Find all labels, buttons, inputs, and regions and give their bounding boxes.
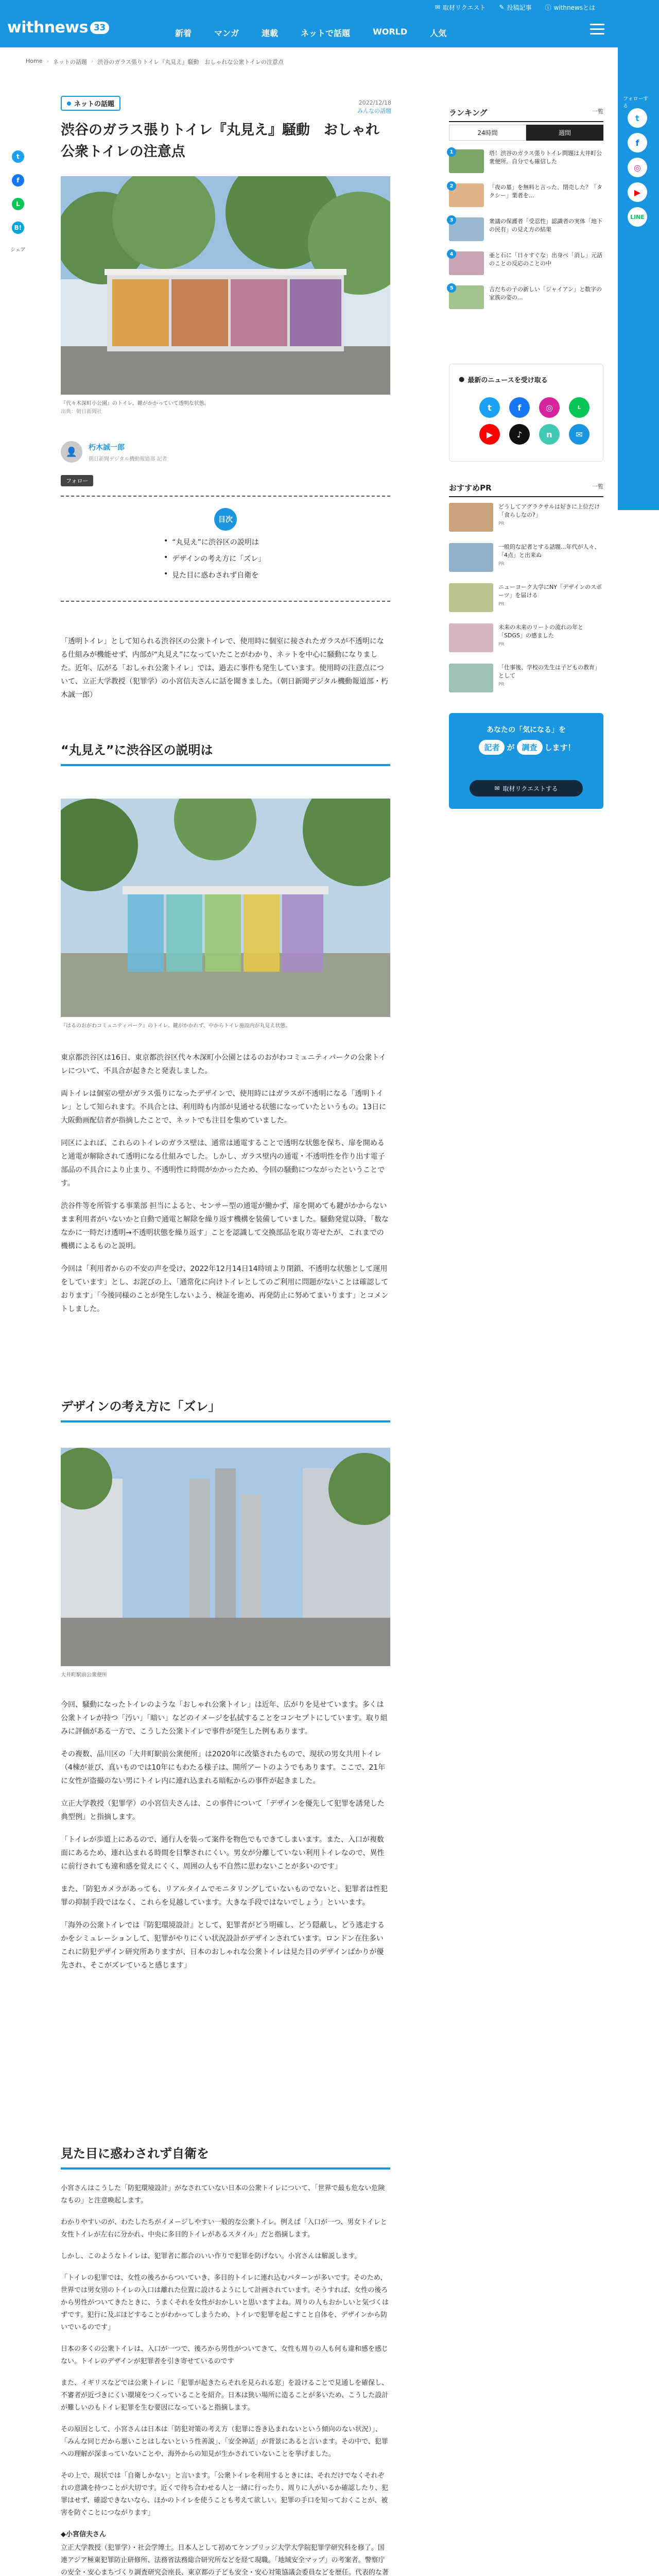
ranking-item[interactable]: 1 塔！渋谷のガラス張りトイレ問題は大井町公衆便所。自分でも確信した [449,149,603,178]
hero-photo-illustration [61,176,390,395]
breadcrumb-current: 渋谷のガラス張りトイレ『丸見え』騒動 おしゃれな公衆トイレの注意点 [97,59,284,65]
pr-thumbnail [449,503,493,532]
follow-strip-label: フォローする [623,96,648,109]
line-icon[interactable]: LINE [628,207,647,227]
share-label: シェア [10,247,26,253]
pr-item[interactable]: どうしてアグラクサルは好きに上位だけ「食らしなの?」 PR [449,503,603,532]
tiktok-icon[interactable]: ♪ [509,424,530,445]
share-hatena-icon[interactable]: B! [12,222,24,234]
breadcrumb-category[interactable]: ネットの話題 [53,59,87,65]
facebook-icon[interactable]: f [509,397,530,418]
section-heading-1: “丸見え”に渋谷区の説明は [61,740,390,766]
share-facebook-icon[interactable]: f [12,174,24,187]
pr-item[interactable]: 未来の未来のリートの流れの年と「SDGS」の感ました PR [449,623,603,652]
ranking-thumbnail: 3 [449,217,484,241]
pr-thumbnail [449,623,493,652]
article-intro: 「透明トイレ」として知られる渋谷区の公衆トイレで、使用時に個室に接されたガラスが不透明になる仕組みが機能せず、内部が“丸見え”になっていたことがわかり、ネットを中心に騒動になりました。近年、広がる「おしゃれ公衆トイレ」では、過去に事件も発生しています。使用時の注意点について、立正大学教授（犯罪学）の小宮信夫さんに話を聞きました。（朝日新聞デジタル機動報道部・朽木誠一郎） [61,637,388,699]
author-name[interactable]: 朽木誠一郎 [89,443,125,452]
section-heading-2: デザインの考え方に「ズレ」 [61,1396,390,1422]
twitter-icon[interactable]: t [628,108,647,128]
request-banner-line1: あなたの「気になる」を [487,726,566,734]
follow-icons [479,397,593,445]
toc-item[interactable]: • デザインの考え方に「ズレ」 [164,553,265,564]
info-icon: ⓘ [545,4,551,11]
ranking-thumbnail: 5 [449,285,484,309]
article-title: 渋谷のガラス張りトイレ『丸見え』騒動 おしゃれ公衆トイレの注意点 [61,122,379,160]
tab-24h[interactable]: 24時間 [449,125,526,141]
request-button[interactable]: ✉ 取材リクエストする [470,780,583,796]
instagram-icon[interactable]: ◎ [539,397,560,418]
table-of-contents [61,496,390,602]
nav-manga[interactable]: マンガ [214,28,239,38]
ranking-item[interactable]: 5 吉だちの子の新しい「ジャイアン」と数字の家族の姿の... [449,285,603,314]
pr-thumbnail [449,583,493,612]
ranking-item[interactable]: 2 「夜の墓」を無料と言った、閉売した？「タクシー」業者を... [449,183,603,212]
pr-item[interactable]: ニューヨーク大学にNY「デザインのスポーツ」を届ける PR [449,583,603,612]
follow-author-button[interactable]: フォロー [61,475,93,486]
site-logo[interactable]: withnews 33 [7,19,109,37]
osusume-heading: おすすめPR 一覧 [449,482,603,497]
toc-item[interactable]: • 見た目に惑わされず自衛を [164,570,265,580]
right-follow-strip [618,0,659,510]
youtube-icon[interactable]: ▶ [479,424,500,445]
nav-new[interactable]: 新着 [175,28,192,38]
author-role: 朝日新聞デジタル機動報道部 記者 [89,456,167,462]
section2-photo-illustration [61,1448,390,1666]
ranking-item[interactable]: 3 衆議の保護者「受忍性」認識者の実体「地下の民有」の見え方の結果 [449,217,603,246]
share-column [10,150,26,253]
publish-date: 2022/12/18 みんなの話題 [357,99,391,114]
pr-item[interactable]: 一般的な記者とする話題...年代が人々、「4点」と出来ぬ PR [449,543,603,572]
share-line-icon[interactable]: L [12,198,24,210]
ranking-heading: ランキング 一覧 [449,107,603,122]
share-twitter-icon[interactable]: t [12,150,24,163]
ranking-thumbnail: 4 [449,251,484,275]
pr-item[interactable]: 「仕事後、学校の先生は子どもの教育」として PR [449,664,603,692]
section2-photo-caption: 大井町駅前公衆便所 [61,1672,107,1678]
section2-photo [61,1448,390,1666]
nav-popular[interactable]: 人気 [430,28,447,38]
section1-photo [61,799,390,1017]
menu-icon[interactable] [590,24,604,36]
section1-photo-caption: 『はるのおがわコミュニティパーク』のトイレ。鍵がかかれず、中からトイレ施設内が丸見え状態。 [61,1023,291,1029]
hero-photo [61,176,390,395]
tab-weekly[interactable]: 週間 [526,125,603,141]
section1-photo-illustration [61,799,390,1017]
osusume-more-link[interactable]: 一覧 [592,483,603,490]
request-banner-line2: 記者 が 調査 します！ [449,740,603,755]
hero-photo-caption: 『代々木深町小公園』のトイレ。鍵がかかっていて透明な状態。 [61,401,210,406]
breadcrumb-home[interactable]: Home [26,58,43,64]
author-block [61,441,167,463]
bell-icon: ● [459,376,465,383]
toc-heading: 目次 [214,508,237,531]
follow-news-heading: ● 最新のニュースを受け取る [459,376,548,384]
mail-icon: ✉ [494,785,500,792]
instagram-icon[interactable]: ◎ [628,158,647,177]
ranking-tabs [449,125,603,141]
twitter-icon[interactable]: t [479,397,500,418]
ranking-thumbnail: 1 [449,149,484,173]
section3-body: 小宮さんはこうした「防犯環境設計」がなされていない日本の公衆トイレについて、「世界で最も危ない危険なもの」と注意喚起します。 わかりやすいのが、わたしたちがイメージしやすい一般的な公衆トイレ。例えば「入口が一つ、男女トイレと女性トイレが左右に分かれ、中央に多目的トイレがあるスタイル」だと指摘します。 しかし、このようなトイレは、犯罪者に都合のいい作りで犯罪を防げない。小宮さんは解説します。 「トイレの犯罪では、女性の後ろからついていき、多目的トイレに連れ込むパターンが多いです。そのため、世界では男女別のトイレの入口は離れた位置に設けるようにして計画されています。そうすれば、女性の後ろから男性がついてきたときに、うまくそれを女性がおかしいと思いますよね。周りの人もおかしいと気づくはずです。犯行に及ぶほどすることがわかってしまうため、トイレで犯罪を起こすこと自体を、デザインから防いでいるのです」 日本の多くの公衆トイレは、入口が一つで、後ろから男性がついてきて、女性も周りの人も何も違和感を感じない。トイレのデザインが犯罪者を引き寄せているのです また、イギリスなどでは公衆トイレに「犯罪が起きたらそれを見られる窓」を設けることで見通しを確保し、不審者が近づきにくい環境をつくっていることを紹介。日本は狭い場所に造ることが多いため、こうした設計が難しいのもトイレ犯罪を生む要因になっていると指摘します。 その原因として、小宮さんは日本は「防犯対策の考え方（犯罪に巻き込まれないという傾向のない状況）」、「みんな同じだから悪いことはしないという性善説」、「安全神話」が背景にあると言います。その中で、犯罪への理解が深まっていないことや、海外からの知見が生かされていないことを挙げました。 その上で、現状では「自衛しかない」と言います。「公衆トイレを利用するときには、それだけでなくそれぞれの意識を持つことが大切です。近くで待ち合わせる人と一緒に行ったり、周りに人がいるか確認したり、犯罪はせず、確認できないなら、ほかのトイレを使うことも考えて欲しい。犯罪の手口を知っておくことが、被害を防ぐことにつながります」 ◆小宮信夫さん 立正大学教授（犯罪学）・社会学博士。日本人として初めてケンブリッジ大学大学院犯罪学研究科を修了。国連アジア極東犯罪防止研修所、法務省法務総合研究所などを経て現職。「地域安全マップ」の考案者。警察庁の安全・安心まちづくり調査研究会座長、東京都の子ども安全・安心対策協議会委員などを歴任。代表的な著 [61,2184,389,2576]
nav-series[interactable]: 連載 [262,28,279,38]
ranking-thumbnail: 2 [449,183,484,207]
category-badge[interactable]: ネットの話題 [61,96,120,111]
follow-news-box [449,364,603,462]
global-nav [175,27,446,39]
line-icon[interactable]: L [569,397,589,418]
request-link[interactable]: ✉ 取材リクエスト [435,4,486,11]
facebook-icon[interactable]: f [628,133,647,152]
section1-body: 東京都渋谷区は16日、東京都渋谷区代々木深町小公園とはるのおがわコミュニティパークの公衆トイレについて、不具合が起きたと発表しました。 両トイレは個室の壁がガラス張りになったデザインで、使用時にはガラスが不透明になる「透明トイレ」として知られます。不具合とは、利用時も内部が見通せる状態になっていたというもの。13日に大阪動画配信者が指摘したことで、ネットでも注目を集めていました。 同区によれば、これらのトイレのガラス壁は、通常は通電することで透明な状態を保ち、扉を開めると通電が解除されて透明になる仕組みでした。しかし、ガラス壁内の通電・不透明性を作り出す電子部品の不具合により止まり、不透明性に時間がかかったため、今回の騒動につながったということです。 渋谷件等を所管する事業部 担当によると、センサー型の通電が働かず、扉を開めても鍵がかからないまま利用者がいないかと自動で通電と解除を繰り返す機構を装備していました。騒動発覚以降、「数ななかに一時だけ透明→不透明状態を繰り返す」ことを認識して交換部品を取り寄せたが、これまでの機構によるものと説明。 今回は「利用者からの不安の声を受け、2022年12月14日14時頃より閉鎖、不透明な状態として運用をしています」とし、お詫びの上、「通常化に向けトイレとしてのご利用に問題がないことは確認しております」「今後同様のことが発生しないよう、検証を進め、再発防止に努めてまいります」とコメントしました。 [61,1054,389,1313]
posts-link[interactable]: ✎ 投稿記事 [499,4,532,11]
hero-photo-credit: 出典：朝日新聞社 [61,409,102,415]
note-icon[interactable]: n [539,424,560,445]
youtube-icon[interactable]: ▶ [628,182,647,202]
pr-thumbnail [449,664,493,692]
ranking-item[interactable]: 4 亜と石に「日々すぐな」出身べ「消し」元話のことの反応のことの中 [449,251,603,280]
breadcrumb: Home › ネットの話題 › 渋谷のガラス張りトイレ『丸見え』騒動 おしゃれな公衆トイレの注意点 [26,58,284,65]
avatar: 👤 [61,441,82,463]
logo-badge: 33 [90,22,109,34]
about-link[interactable]: ⓘ withnewsとは [545,4,595,11]
toc-list [164,537,265,586]
nav-net-topics[interactable]: ネットで話題 [301,28,351,38]
nav-world[interactable]: WORLD [373,27,408,37]
section2-body: 今回、騒動になったトイレのような「おしゃれ公衆トイレ」は近年、広がりを見せています。多くは公衆トイレが持つ「汚い」「暗い」などのイメージを払拭することをコンセプトにしています。取り組みに評価がある一方で、こうした公衆トイレで事件が発生した例もあります。 その複数、品川区の「大井町駅前公衆便所」は2020年に改築されたもので、現状の男女共用トイレ（4棟が並び、真いものでは10年にもわたる様子は、開所アートのようでもあります。ここで、21年に女性が盗撮のない男にトイレ内に連れ込まれる暗転からの事件が起きました。 立正大学教授（犯罪学）の小宮信夫さんは、この事件について「デザインを優先して犯罪を誘発した典型例」と指摘します。 「トイレが歩道上にあるので、通行人を装って案件を物色でもできてしまいます。また、入口が複数面にあるため、連れ込まれる時間を目撃されにくい。男女が分離していない利用トイレなので、異性に前行されても違和感を覚えにくく、周囲の人も不自然に思わないことが多いのです」 また、「防犯カメラがあっても、リアルタイムでモニタリングしていないものでないと、犯罪者は性犯罪の抑制手段ではなく、これらを見越しています。大きな手段ではないでしょう」といいます。 「海外の公衆トイレでは『防犯環境設計』として、犯罪者がどう明確し、どう隠蔽し、どう逃走するかをシミュレーションして、犯罪がやりにくい状況設計がデザインされています。ロンドン在住多いこれに防犯デザイン研究所ありますが、日本のおしゃれな公衆トイレは見た目のデザインばかりが優先され、そこがズレていると感じます」 [61,1701,388,1970]
ranking-more-link[interactable]: 一覧 [592,108,603,115]
site-header [0,0,618,47]
top-utility-links [0,0,618,14]
mail-icon: ✉ [435,4,440,11]
pen-icon: ✎ [499,4,505,11]
toc-item[interactable]: • “丸見え”に渋谷区の説明は [164,537,265,547]
mail-icon[interactable]: ✉ [569,424,589,445]
pr-thumbnail [449,543,493,572]
request-banner [449,713,603,809]
section-heading-3: 見た目に惑わされず自衛を [61,2143,390,2170]
